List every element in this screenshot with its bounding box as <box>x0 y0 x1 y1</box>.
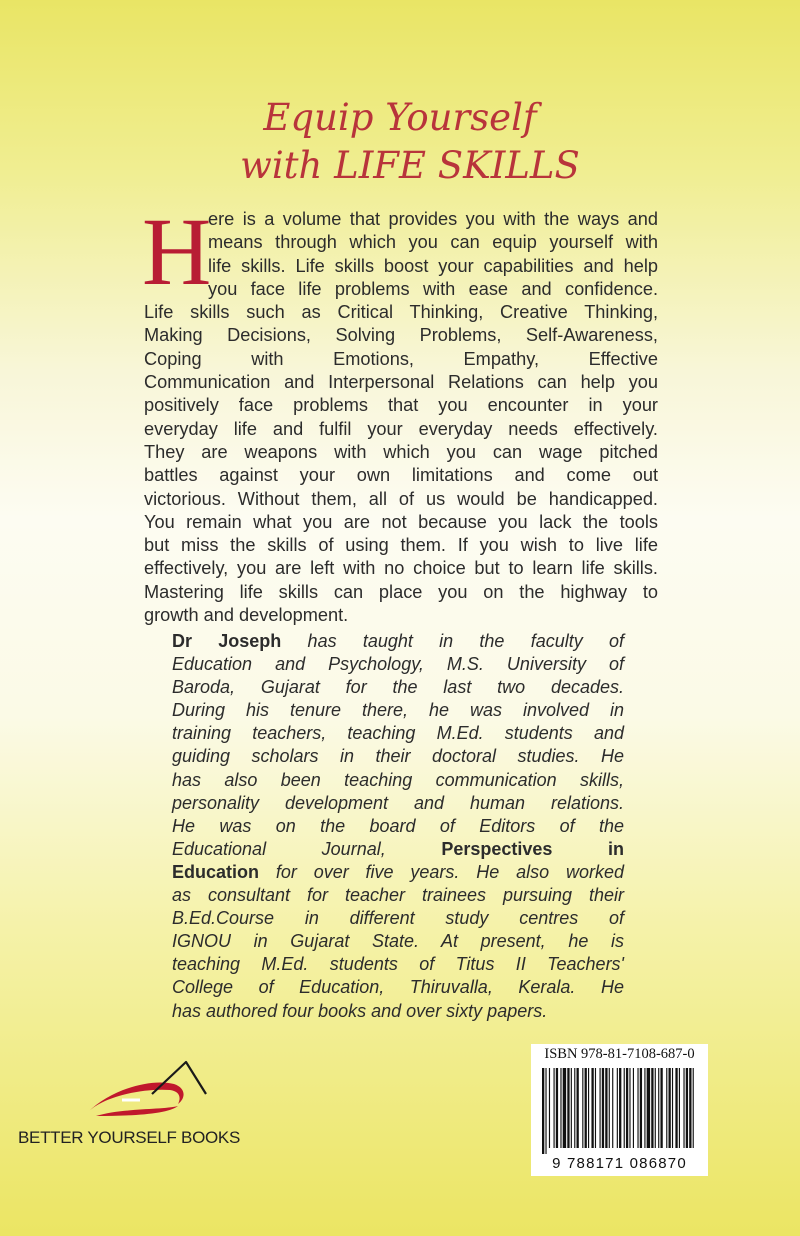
barcode-bar <box>693 1068 694 1148</box>
barcode-bar <box>563 1068 566 1148</box>
author-name: Dr Joseph <box>172 631 282 651</box>
barcode-bars <box>540 1068 700 1154</box>
barcode-bar <box>567 1068 569 1148</box>
intro-line: but miss the skills of using them. If you wish to live life <box>144 535 658 556</box>
bio-line: During his tenure there, he was involved in <box>172 700 624 721</box>
barcode-bar <box>640 1068 642 1148</box>
barcode-bar <box>582 1068 583 1148</box>
intro-line: positively face problems that you encounter in your <box>144 395 658 416</box>
bio-line <box>172 630 624 653</box>
barcode-bar <box>689 1068 691 1148</box>
intro-line: growth and development. <box>144 605 349 626</box>
better-yourself-logo-icon <box>82 1060 212 1129</box>
drop-cap: H <box>142 212 212 298</box>
barcode-bar <box>686 1068 688 1148</box>
barcode-bar <box>545 1068 546 1154</box>
intro-line: victorious. Without them, all of us would be handicapped. <box>144 488 658 509</box>
barcode-bar <box>644 1068 645 1148</box>
intro-line: you face life problems with ease and confidence. <box>208 278 658 299</box>
intro-line: everyday life and fulfil your everyday needs effectively. <box>144 418 658 439</box>
barcode-bar <box>619 1068 621 1148</box>
barcode-bar <box>602 1068 604 1148</box>
bio-line: Education and Psychology, M.S. University of <box>172 654 624 675</box>
barcode-bar <box>591 1068 593 1148</box>
bio-line: personality development and human relations. <box>172 792 624 813</box>
intro-line: battles against your own limitations and come out <box>144 465 658 486</box>
barcode-bar <box>666 1068 667 1148</box>
barcode-bar <box>629 1068 630 1148</box>
journal-name-cont: Education <box>172 861 260 882</box>
barcode-bar <box>605 1068 607 1148</box>
bio-line: B.Ed.Course in different study centres of <box>172 908 624 929</box>
intro-paragraph <box>144 208 658 627</box>
barcode-bar <box>556 1068 558 1148</box>
barcode-bar <box>612 1068 613 1148</box>
barcode-bar <box>588 1068 589 1148</box>
bio-text: has taught in the faculty of <box>281 631 625 651</box>
bio-line <box>172 861 624 884</box>
author-bio <box>172 630 624 1023</box>
bio-line: He was on the board of Editors of the <box>172 815 624 836</box>
bio-line: as consultant for teacher trainees pursuing their <box>172 885 624 906</box>
barcode-bar <box>651 1068 653 1148</box>
barcode-panel <box>531 1044 708 1176</box>
bio-line: has also been teaching communication skills, <box>172 769 624 790</box>
barcode-bar <box>626 1068 628 1148</box>
barcode-bar <box>549 1068 550 1148</box>
bio-line: has authored four books and over sixty papers. <box>172 1000 548 1021</box>
bio-line: IGNOU in Gujarat State. At present, he is <box>172 931 624 952</box>
barcode-bar <box>560 1068 561 1148</box>
barcode-bar <box>637 1068 638 1148</box>
bio-line: training teachers, teaching M.Ed. students and <box>172 723 624 744</box>
barcode-bar <box>574 1068 575 1148</box>
intro-line: ere is a volume that provides you with the ways and <box>208 209 658 229</box>
barcode-bar <box>609 1068 610 1148</box>
intro-line: They are weapons with which you can wage pitched <box>144 441 658 462</box>
barcode-bar <box>655 1068 656 1148</box>
barcode-bar <box>542 1068 544 1154</box>
bio-text: for over five years. He also worked <box>259 861 624 882</box>
barcode-bar <box>658 1068 659 1148</box>
publisher-name: BETTER YOURSELF BOOKS <box>18 1128 240 1147</box>
bio-text: Educational Journal, <box>172 838 442 859</box>
barcode-bar <box>660 1068 662 1148</box>
bio-line <box>172 838 624 861</box>
barcode-bar <box>679 1068 680 1148</box>
book-title-line-1: Equip Yourself <box>263 96 537 139</box>
intro-line: Making Decisions, Solving Problems, Self-Awareness, <box>144 325 658 346</box>
barcode-bar <box>595 1068 596 1148</box>
isbn-label: ISBN 978-81-7108-687-0 <box>544 1046 695 1062</box>
intro-line: means through which you can equip yourself with <box>208 232 658 253</box>
barcode-bar <box>554 1068 555 1148</box>
barcode-bar <box>647 1068 650 1148</box>
barcode-bar <box>577 1068 579 1148</box>
barcode-bar <box>585 1068 587 1148</box>
barcode-bar <box>600 1068 601 1148</box>
bio-line: teaching M.Ed. students of Titus II Teachers' <box>172 954 624 975</box>
barcode-bar <box>624 1068 625 1148</box>
journal-name: Perspectives in <box>441 838 625 859</box>
barcode-bar <box>617 1068 618 1148</box>
barcode-bar <box>669 1068 671 1148</box>
barcode-bar <box>571 1068 572 1148</box>
barcode-bar <box>633 1068 634 1148</box>
isbn-digits: 9 788171 086870 <box>552 1155 687 1172</box>
book-title-line-2: with LIFE SKILLS <box>240 144 580 187</box>
barcode-bar <box>672 1068 673 1148</box>
intro-line: Communication and Interpersonal Relations can help you <box>144 372 658 393</box>
barcode-bar <box>675 1068 677 1148</box>
intro-line: life skills. Life skills boost your capabilities and help <box>208 255 658 276</box>
intro-line: effectively, you are left with no choice but to learn life skills. <box>144 558 658 579</box>
intro-line: Life skills such as Critical Thinking, Creative Thinking, <box>144 302 658 323</box>
intro-line: Coping with Emotions, Empathy, Effective <box>144 348 658 369</box>
bio-line: Baroda, Gujarat for the last two decades. <box>172 677 624 698</box>
barcode-bar <box>683 1068 684 1148</box>
intro-line: Mastering life skills can place you on the highway to <box>144 581 658 602</box>
intro-line: You remain what you are not because you lack the tools <box>144 511 658 532</box>
bio-line: College of Education, Thiruvalla, Kerala. He <box>172 977 624 998</box>
bio-line: guiding scholars in their doctoral studies. He <box>172 746 624 767</box>
